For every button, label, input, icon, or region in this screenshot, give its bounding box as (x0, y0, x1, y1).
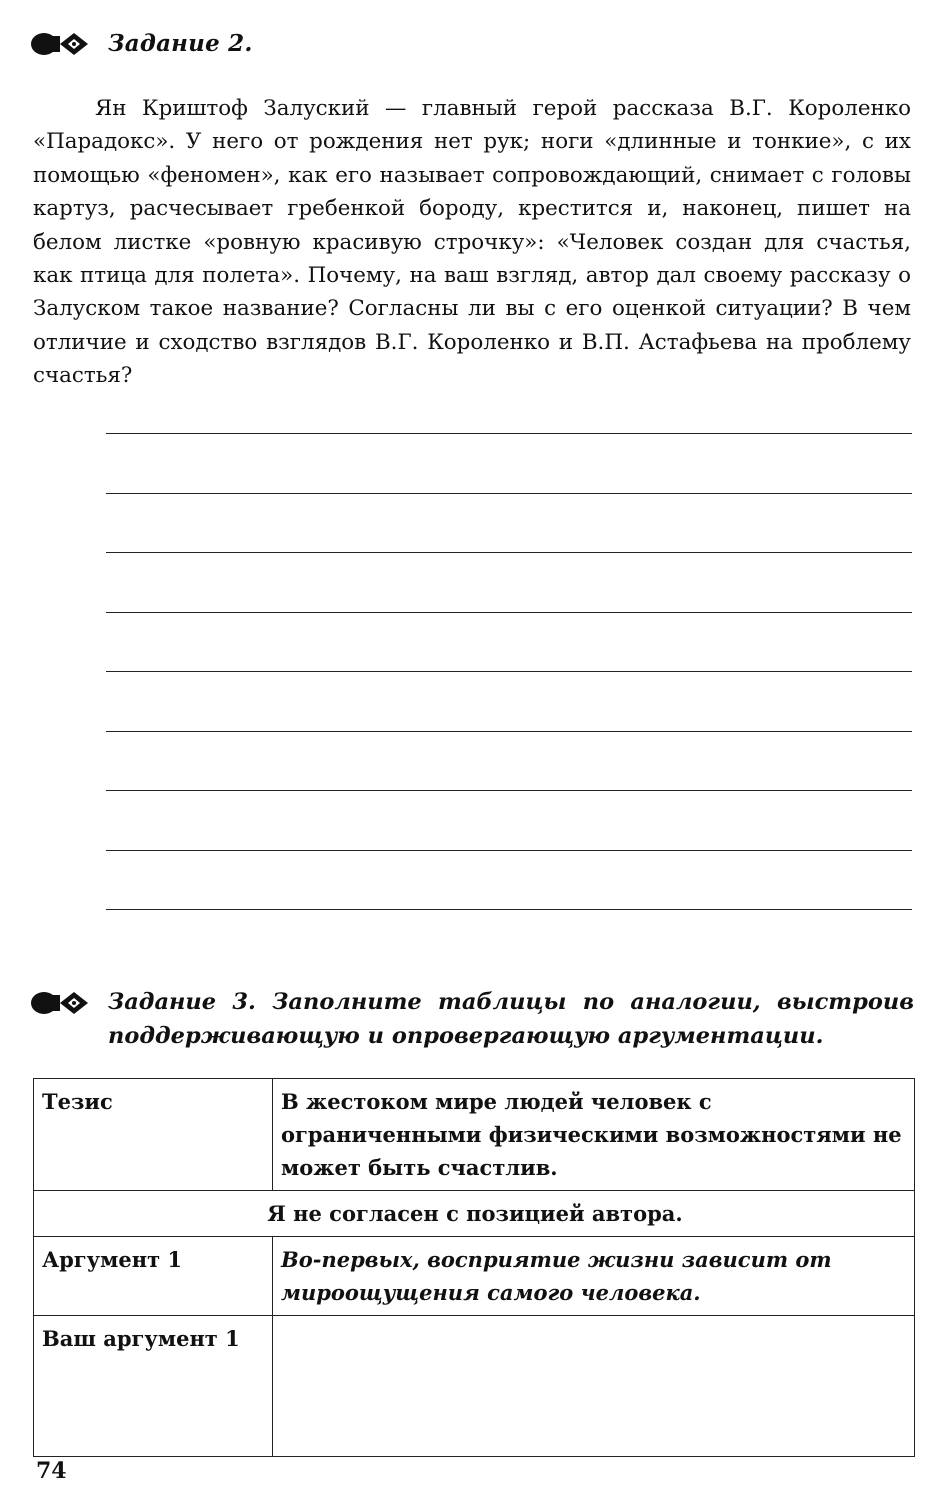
answer-lines (106, 433, 912, 969)
thesis-text: В жестоком мире людей человек с ограниченными физическими возможностями не может быть счастлив. (273, 1079, 915, 1191)
pen-nib-icon (30, 31, 102, 57)
your-argument1-field[interactable] (273, 1316, 915, 1457)
task2-paragraph: Ян Криштоф Залуский — главный герой рассказа В.Г. Короленко «Парадокс». У него от рождения нет рук; ноги «длинные и тонкие», с их помощью «феномен», как его называет сопровождающий, снимает с головы картуз, расчесывает гребенкой бороду, крестится и, наконец, пишет на белом листке «ровную красивую строчку»: «Человек создан для счастья, как птица для полета». Почему, на ваш взгляд, автор дал своему рассказу о Залуском такое название? Согласны ли вы с его оценкой ситуации? В чем отличие и сходство взглядов В.Г. Короленко и В.П. Астафьева на проблему счастья? (33, 96, 911, 389)
answer-line[interactable] (106, 552, 912, 553)
table-row (34, 1079, 915, 1191)
table-row (34, 1191, 915, 1237)
argument-table (33, 1078, 915, 1457)
task3-title: Задание 3. Заполните таблицы по аналогии, выстроив поддерживающую и опровергающую аргументации. (108, 989, 914, 1049)
author-position: Я не согласен с позицией автора. (34, 1191, 915, 1237)
your-argument1-label: Ваш аргумент 1 (34, 1316, 273, 1457)
answer-line[interactable] (106, 493, 912, 494)
task2-heading (30, 30, 253, 57)
page-number: 74 (36, 1458, 67, 1484)
task2-title: Задание 2. (108, 30, 253, 57)
task3-heading (30, 986, 914, 1053)
answer-line[interactable] (106, 612, 912, 613)
answer-line[interactable] (106, 850, 912, 851)
answer-line[interactable] (106, 909, 912, 910)
argument1-label: Аргумент 1 (34, 1237, 273, 1316)
answer-line[interactable] (106, 790, 912, 791)
answer-line[interactable] (106, 433, 912, 434)
thesis-label: Тезис (34, 1079, 273, 1191)
answer-line[interactable] (106, 731, 912, 732)
argument1-text: Во-первых, восприятие жизни зависит от мироощущения самого человека. (273, 1237, 915, 1316)
answer-line[interactable] (106, 671, 912, 672)
table-row (34, 1316, 915, 1457)
pen-nib-icon (30, 990, 102, 1016)
table-row (34, 1237, 915, 1316)
